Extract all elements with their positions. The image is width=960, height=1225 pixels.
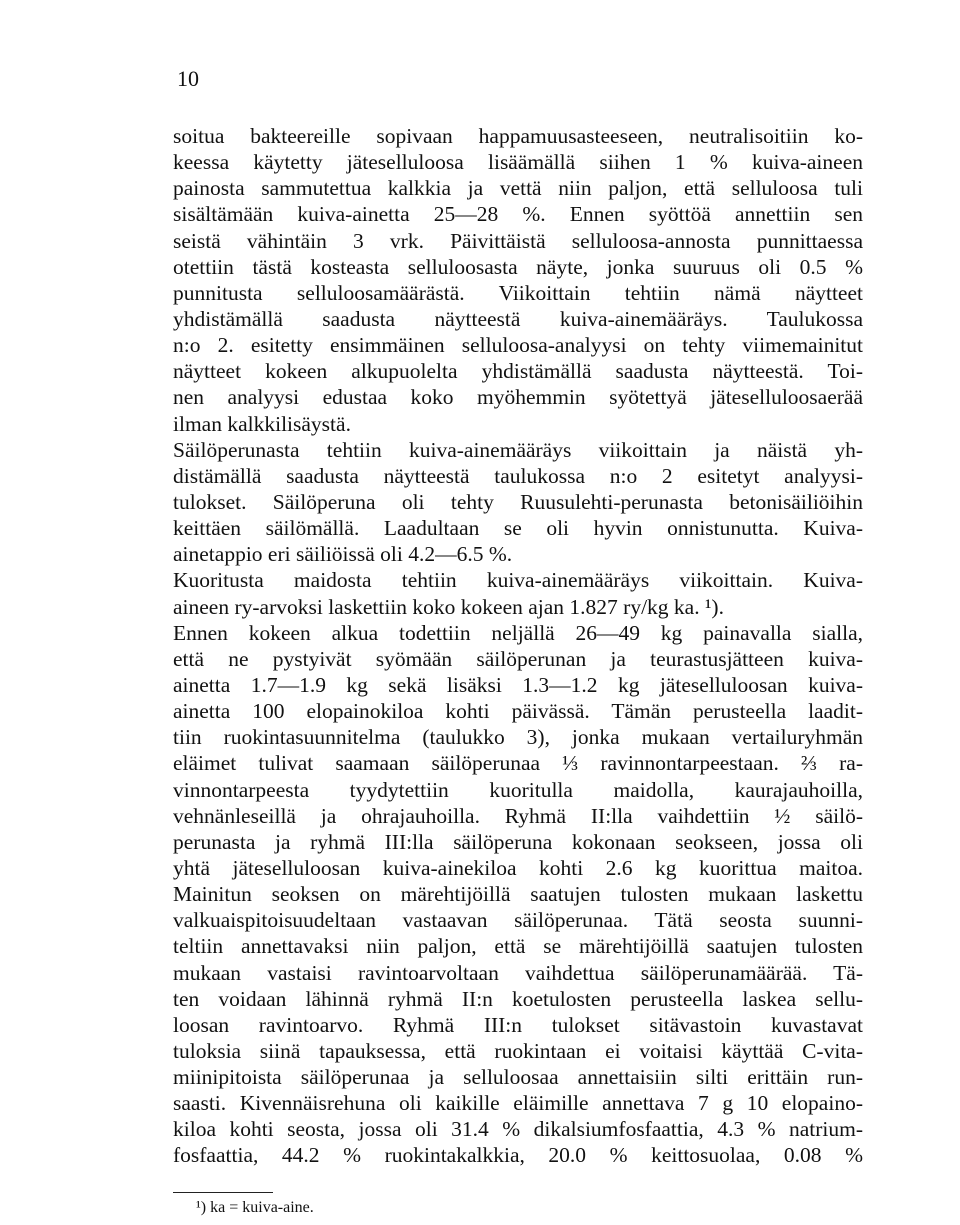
text-line: ainetappio eri säiliöissä oli 4.2—6.5 %. — [173, 542, 513, 567]
text-line: mukaan vastaisi ravintoarvoltaan vaihdettua säilöperunamäärää. Tä- — [173, 960, 863, 985]
text-line: ten voidaan lähinnä ryhmä II:n koetulosten perusteella laskea sellu- — [173, 986, 863, 1011]
text-line: keessa käytetty jäteselluloosa lisäämällä siihen 1 % kuiva-aineen — [173, 150, 863, 175]
text-line: Ennen kokeen alkua todettiin neljällä 26—49 kg painavalla sialla, — [173, 620, 863, 645]
text-line: tulokset. Säilöperuna oli tehty Ruusulehti-perunasta betonisäiliöihin — [173, 489, 863, 514]
text-line: ainetta 100 elopainokiloa kohti päivässä. Tämän perusteella laadit- — [173, 699, 863, 724]
text-line: keittäen säilömällä. Laadultaan se oli hyvin onnistunutta. Kuiva- — [173, 516, 863, 541]
text-line: otettiin tästä kosteasta selluloosasta näyte, jonka suuruus oli 0.5 % — [173, 254, 863, 279]
text-line: yhtä jäteselluloosan kuiva-ainekiloa kohti 2.6 kg kuorittua maitoa. — [173, 855, 863, 880]
text-line: aineen ry-arvoksi laskettiin koko kokeen ajan 1.827 ry/kg ka. ¹). — [173, 594, 724, 619]
text-line: seistä vähintäin 3 vrk. Päivittäistä selluloosa-annosta punnittaessa — [173, 228, 863, 253]
text-line: fosfaattia, 44.2 % ruokintakalkkia, 20.0 % keittosuolaa, 0.08 % — [173, 1143, 863, 1168]
text-line: Kuoritusta maidosta tehtiin kuiva-ainemääräys viikoittain. Kuiva- — [173, 568, 863, 593]
text-line: loosan ravintoarvo. Ryhmä III:n tulokset sitävastoin kuvastavat — [173, 1012, 863, 1037]
text-line: tiin ruokintasuunnitelma (taulukko 3), jonka mukaan vertailuryhmän — [173, 725, 863, 750]
text-line: nen analyysi edustaa koko myöhemmin syötettyä jäteselluloosaerää — [173, 385, 863, 410]
text-line: distämällä saadusta näytteestä taulukossa n:o 2 esitetyt analyysi- — [173, 463, 863, 488]
text-line: näytteet kokeen alkupuolelta yhdistämällä saadusta näytteestä. Toi- — [173, 359, 863, 384]
text-line: valkuaispitoisuudeltaan vastaavan säilöperunaa. Tätä seosta suunni- — [173, 908, 863, 933]
text-line: vehnänleseillä ja ohrajauhoilla. Ryhmä II:lla vaihdettiin ½ säilö- — [173, 803, 863, 828]
text-line: Säilöperunasta tehtiin kuiva-ainemääräys viikoittain ja näistä yh- — [173, 437, 863, 462]
text-line: tuloksia siinä tapauksessa, että ruokintaan ei voitaisi käyttää C-vita- — [173, 1038, 863, 1063]
text-line: perunasta ja ryhmä III:lla säilöperuna kokonaan seokseen, jossa oli — [173, 829, 863, 854]
text-line: saasti. Kivennäisrehuna oli kaikille eläimille annettava 7 g 10 elopaino- — [173, 1091, 863, 1116]
text-line: soitua bakteereille sopivaan happamuusasteeseen, neutralisoitiin ko- — [173, 124, 863, 148]
text-line: sisältämään kuiva-ainetta 25—28 %. Ennen syöttöä annettiin sen — [173, 202, 863, 227]
text-line: n:o 2. esitetty ensimmäinen selluloosa-analyysi on tehty viimemainitut — [173, 333, 863, 358]
text-line: punnitusta selluloosamäärästä. Viikoittain tehtiin nämä näytteet — [173, 280, 863, 305]
text-line: painosta sammutettua kalkkia ja vettä niin paljon, että selluloosa tuli — [173, 176, 863, 201]
text-line: kiloa kohti seosta, jossa oli 31.4 % dikalsiumfosfaattia, 4.3 % natrium- — [173, 1117, 863, 1142]
text-line: yhdistämällä saadusta näytteestä kuiva-ainemääräys. Taulukossa — [173, 306, 863, 331]
footnote-divider — [173, 1192, 273, 1193]
text-line: Mainitun seoksen on märehtijöillä saatujen tulosten mukaan laskettu — [173, 882, 863, 907]
text-line: ilman kalkkilisäystä. — [173, 411, 351, 436]
text-line: vinnontarpeesta tyydytettiin kuoritulla maidolla, kaurajauhoilla, — [173, 777, 863, 802]
text-line: teltiin annettavaksi niin paljon, että se märehtijöillä saatujen tulosten — [173, 934, 863, 959]
footnote: ¹) ka = kuiva-aine. — [196, 1199, 314, 1216]
body-text — [173, 123, 863, 1169]
text-line: miinipitoista säilöperunaa ja selluloosaa annettaisiin silti erittäin run- — [173, 1065, 863, 1090]
text-line: että ne pystyivät syömään säilöperunan ja teurastusjätteen kuiva- — [173, 646, 863, 671]
text-line: eläimet tulivat saamaan säilöperunaa ⅓ ravinnontarpeestaan. ⅔ ra- — [173, 751, 863, 776]
text-line: ainetta 1.7—1.9 kg sekä lisäksi 1.3—1.2 kg jäteselluloosan kuiva- — [173, 672, 863, 697]
page-number: 10 — [177, 66, 199, 91]
